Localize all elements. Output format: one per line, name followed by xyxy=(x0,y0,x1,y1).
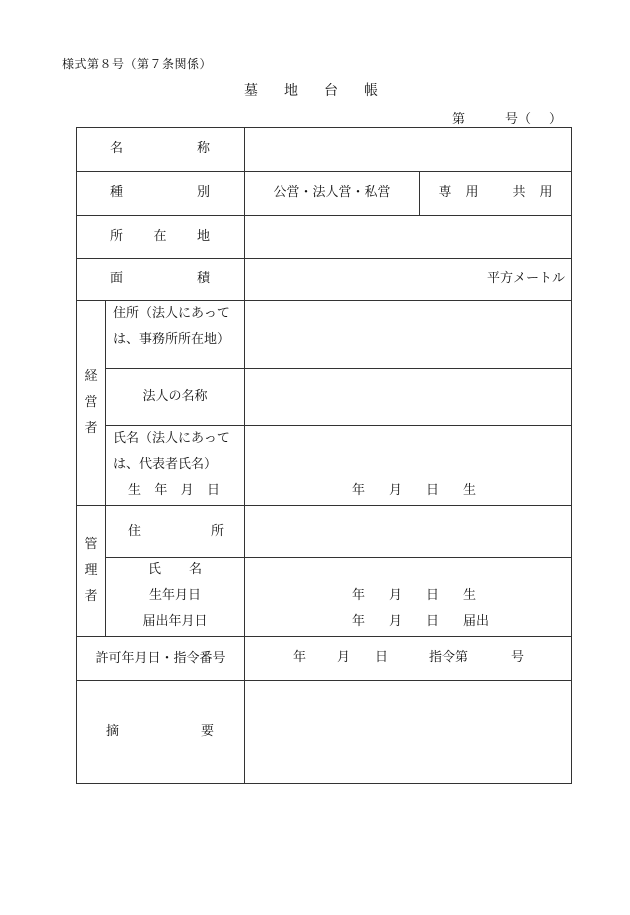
operator-birth-value[interactable]: 年 月 日 生 xyxy=(352,483,476,498)
operator-group-label: 経 営 者 xyxy=(84,369,98,436)
operator-corp-name-label: 法人の名称 xyxy=(142,388,208,404)
location-label: 所 在 地 xyxy=(110,228,210,244)
remarks-field[interactable] xyxy=(245,681,571,783)
name-label: 名 称 xyxy=(110,141,210,156)
name-field[interactable] xyxy=(245,128,571,171)
number-prefix: 第 xyxy=(452,112,466,127)
manager-name-label: 氏 名 xyxy=(148,562,202,577)
manager-notice-value[interactable]: 年 月 日 届出 xyxy=(352,614,489,629)
number-close: ） xyxy=(549,112,563,127)
location-field[interactable] xyxy=(245,216,571,258)
manager-notice-label: 届出年月日 xyxy=(142,614,208,629)
area-label: 面 積 xyxy=(110,271,210,286)
operator-person-label: 氏名（法人にあって は、代表者氏名） xyxy=(113,431,230,472)
page-title: 墓地台帳 xyxy=(244,83,404,99)
number-suffix: 号（ xyxy=(505,112,532,127)
operator-address-field[interactable] xyxy=(245,301,571,368)
manager-birth-value[interactable]: 年 月 日 生 xyxy=(352,588,476,603)
permit-label: 許可年月日・指令番号 xyxy=(95,650,226,666)
permit-value[interactable]: 年 月 日 指令第 号 xyxy=(293,650,525,665)
manager-address-label: 住 所 xyxy=(128,523,224,539)
type-use[interactable]: 専 用 共 用 xyxy=(438,185,553,200)
manager-birth-label: 生年月日 xyxy=(148,588,201,603)
operator-corp-name-field[interactable] xyxy=(245,369,571,425)
remarks-label: 摘 要 xyxy=(106,724,214,739)
operator-address-label: 住所（法人にあって は、事務所所在地） xyxy=(113,306,231,347)
area-unit: 平方メートル xyxy=(486,271,565,286)
operator-birth-label: 生 年 月 日 xyxy=(128,483,220,498)
manager-group-label: 管 理 者 xyxy=(84,537,98,604)
type-label: 種 別 xyxy=(110,185,210,200)
type-options[interactable]: 公営・法人営・私営 xyxy=(273,185,391,200)
area-field[interactable] xyxy=(245,258,565,300)
form-reference: 様式第８号（第７条関係） xyxy=(62,57,213,71)
manager-address-field[interactable] xyxy=(245,506,571,557)
